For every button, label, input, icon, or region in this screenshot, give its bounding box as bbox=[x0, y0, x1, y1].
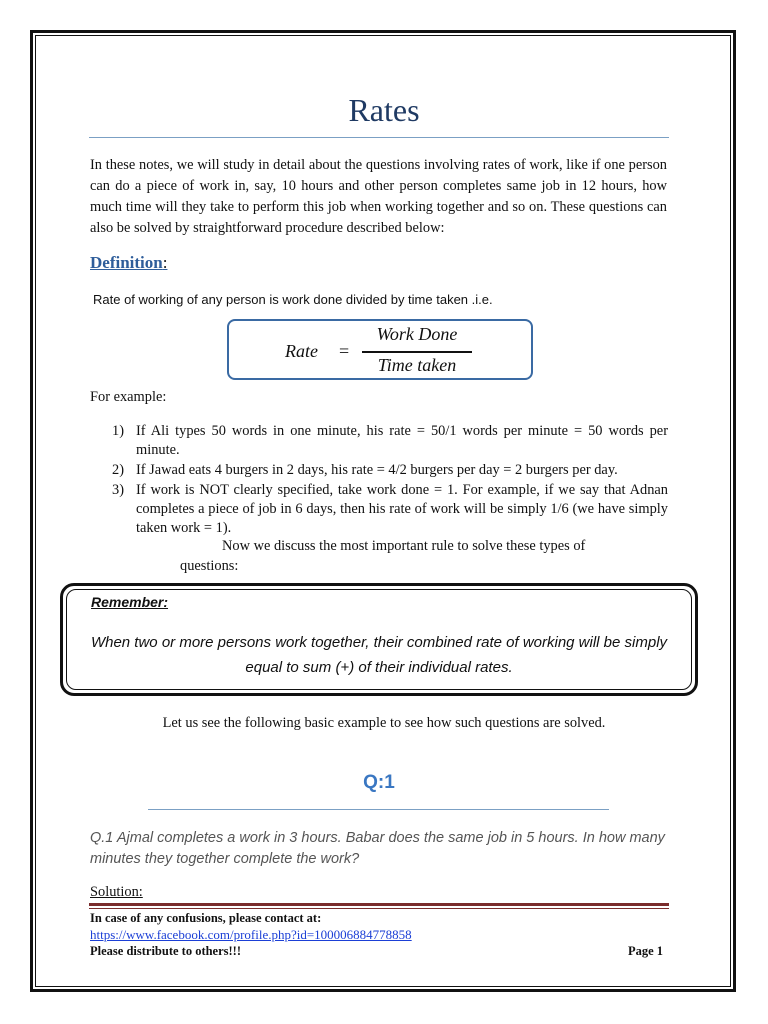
definition-heading bbox=[90, 253, 167, 273]
see-example-line: Let us see the following basic example to see how such questions are solved. bbox=[162, 715, 606, 731]
discuss-line-1: Now we discuss the most important rule to solve these types of bbox=[222, 538, 586, 554]
list-item-number: 3) bbox=[112, 482, 124, 498]
examples-list bbox=[112, 422, 668, 539]
definition-colon: : bbox=[162, 253, 168, 272]
list-item-text: If Ali types 50 words in one minute, his rate = 50/1 words per minute = 50 words per minute. bbox=[136, 423, 668, 458]
intro-paragraph: In these notes, we will study in detail about the questions involving rates of work, like if one person can do a piece of work in, say, 10 hours and other person completes same job in 12 hours, how much time will they take to perform this job when working together and so on. These questions can also be solved by straightforward procedure described below: bbox=[90, 157, 667, 236]
footer-divider-thick bbox=[89, 903, 669, 906]
for-example-label: For example: bbox=[90, 389, 167, 405]
question-heading: Q:1 bbox=[363, 772, 395, 793]
footer-facebook-link[interactable]: https://www.facebook.com/profile.php?id=100006884778858 bbox=[90, 927, 412, 942]
list-item bbox=[112, 461, 668, 480]
formula-lhs: Rate bbox=[285, 341, 318, 361]
list-item-number: 1) bbox=[112, 423, 124, 439]
footer-distribute: Please distribute to others!!! bbox=[90, 944, 242, 958]
formula-fraction-bar bbox=[362, 351, 472, 353]
list-item bbox=[112, 481, 668, 538]
remember-heading: Remember: bbox=[91, 594, 169, 610]
formula-equals: = bbox=[339, 341, 350, 361]
list-item bbox=[112, 422, 668, 460]
footer-divider-thin bbox=[89, 908, 669, 909]
list-item-number: 2) bbox=[112, 462, 124, 478]
page-title: Rates bbox=[348, 92, 420, 128]
formula-numerator: Work Done bbox=[376, 324, 458, 344]
formula-denominator: Time taken bbox=[377, 355, 457, 375]
question-divider bbox=[148, 809, 609, 810]
page-number: Page 1 bbox=[628, 944, 664, 958]
footer-contact: In case of any confusions, please contact at: bbox=[90, 911, 322, 925]
list-item-text: If work is NOT clearly specified, take work done = 1. For example, if we say that Adnan completes a piece of job in 6 days, then his rate of work will be simply 1/6 (we have simply taken work = 1). bbox=[136, 482, 668, 536]
list-item-text: If Jawad eats 4 burgers in 2 days, his rate = 4/2 burgers per day = 2 burgers per day. bbox=[136, 462, 618, 478]
remember-text: When two or more persons work together, their combined rate of working will be simply equal to sum (+) of their individual rates. bbox=[90, 634, 668, 676]
definition-heading-text: Definition bbox=[90, 253, 163, 272]
question-text: Q.1 Ajmal completes a work in 3 hours. Babar does the same job in 5 hours. In how many minutes they together complete the work? bbox=[90, 830, 665, 867]
solution-label: Solution: bbox=[90, 884, 143, 900]
discuss-line-2: questions: bbox=[180, 558, 239, 574]
title-divider bbox=[89, 137, 669, 138]
definition-text: Rate of working of any person is work done divided by time taken .i.e. bbox=[93, 292, 493, 307]
